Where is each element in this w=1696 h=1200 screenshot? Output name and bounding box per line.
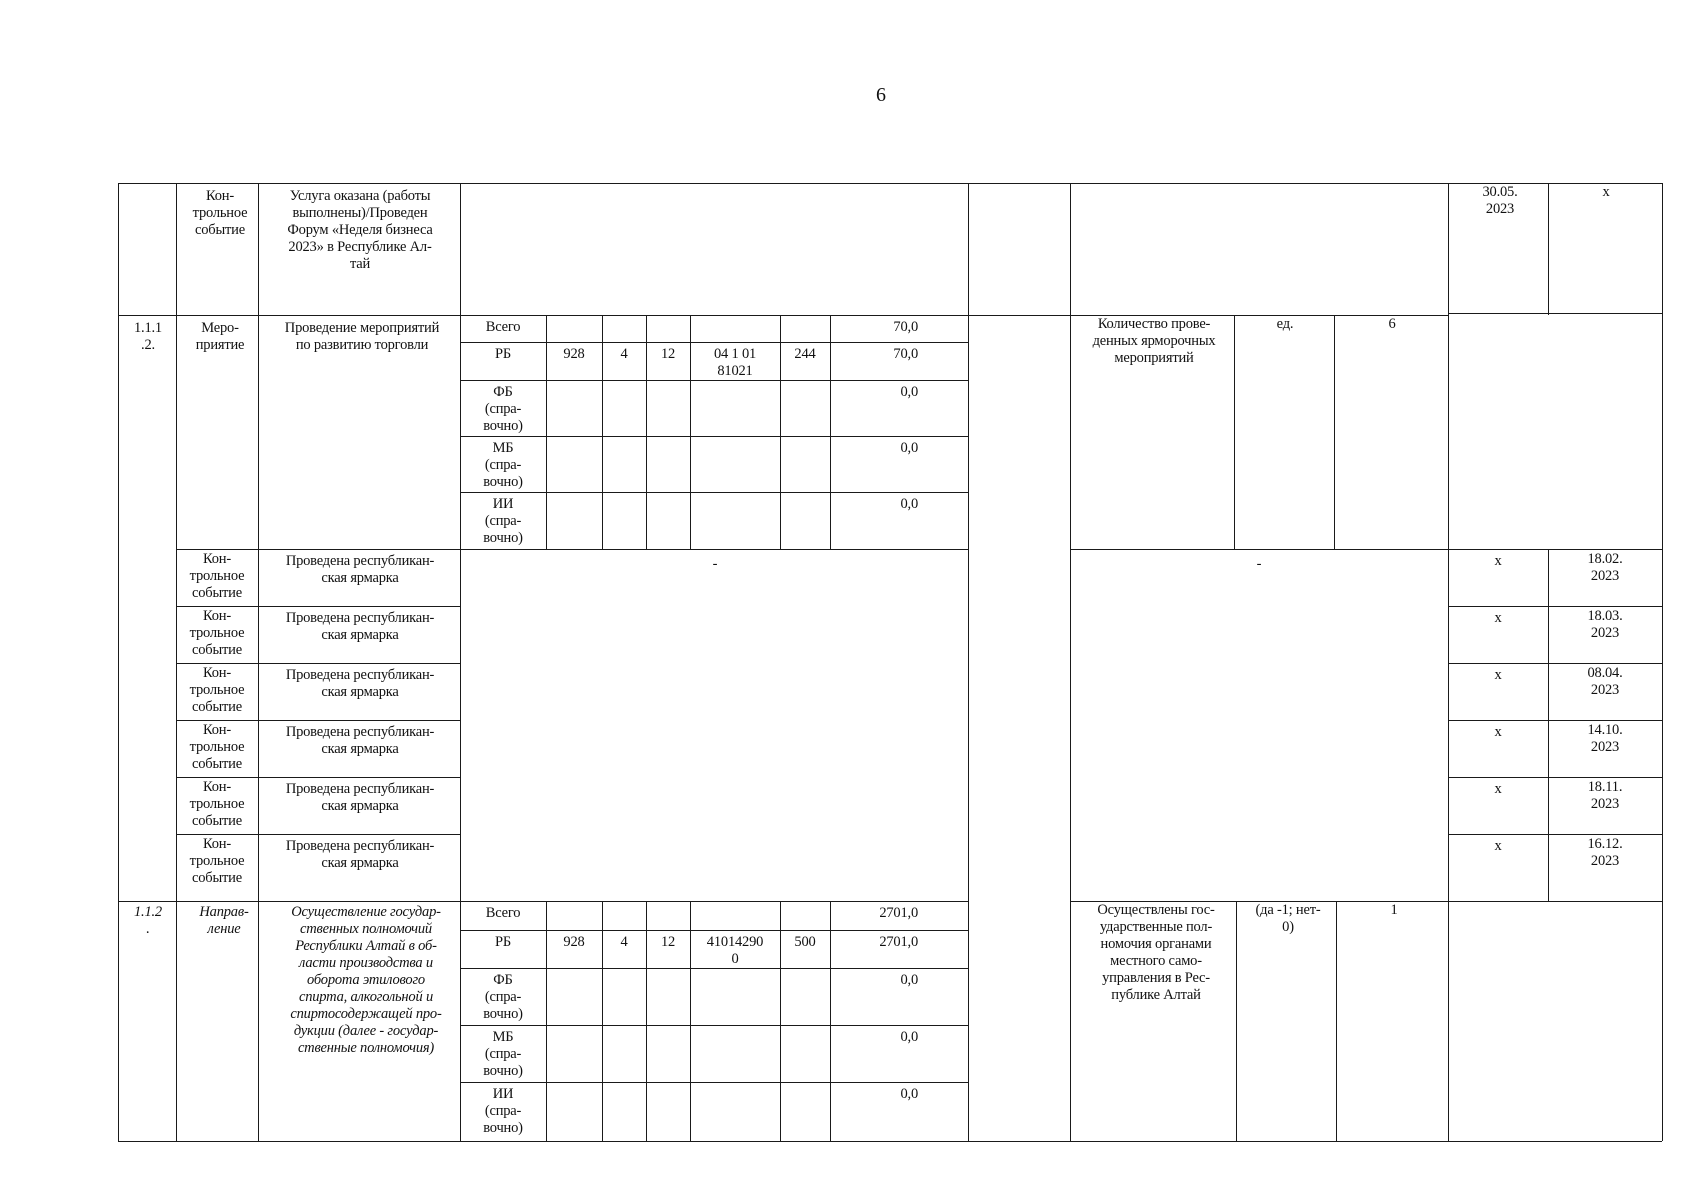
table-rule — [460, 436, 968, 437]
event-kind: Кон- трольное событие — [189, 836, 245, 886]
direction-finance-amount: 0,0 — [900, 972, 918, 988]
table-rule — [1334, 315, 1335, 549]
event-description: Проведена республикан- ская ярмарка — [285, 838, 435, 871]
activity-finance-source: Всего — [485, 319, 521, 335]
table-rule — [176, 183, 177, 1141]
table-rule — [1070, 549, 1662, 550]
event-date-end: 14.10. 2023 — [1587, 722, 1623, 755]
activity-finance-amount: 0,0 — [900, 440, 918, 456]
direction-kind: Направ- ление — [199, 904, 249, 937]
table-rule — [1448, 834, 1662, 835]
table-rule — [258, 183, 259, 1141]
table-rule — [460, 315, 968, 316]
direction-finance-amount: 2701,0 — [879, 934, 918, 950]
table-rule — [176, 549, 460, 550]
table-rule — [1448, 720, 1662, 721]
table-rule — [176, 663, 460, 664]
event-date-start: х — [1494, 610, 1502, 626]
activity-indicator: Количество прове- денных ярморочных мероприятий — [1092, 316, 1216, 366]
table-rule — [1070, 183, 1071, 1141]
event-date-end: 18.03. 2023 — [1587, 608, 1623, 641]
events-dash-right: - — [1256, 556, 1262, 572]
direction-finance-source: Всего — [485, 905, 521, 921]
table-rule — [1448, 313, 1662, 314]
event-description: Проведена республикан- ская ярмарка — [285, 781, 435, 814]
activity-finance-amount: 0,0 — [900, 496, 918, 512]
event-date-start: х — [1494, 838, 1502, 854]
activity-finance-source: ИИ (спра- вочно) — [483, 496, 523, 546]
table-rule — [176, 777, 460, 778]
activity-finance-kbk-ministry: 928 — [563, 346, 585, 362]
table-rule — [118, 183, 119, 1141]
table-rule — [118, 901, 968, 902]
event-kind: Кон- трольное событие — [189, 608, 245, 658]
table-rule — [460, 968, 968, 969]
table-rule — [460, 549, 968, 550]
direction-number: 1.1.2 . — [133, 904, 162, 937]
table-rule — [460, 492, 968, 493]
event-date-end: 18.02. 2023 — [1587, 551, 1623, 584]
table-rule — [460, 1141, 968, 1142]
table-rule — [1448, 777, 1662, 778]
direction-value: 1 — [1390, 902, 1398, 918]
page-number: 6 — [876, 84, 886, 106]
direction-indicator: Осуществлены гос- ударственные пол- номочия органами местного само- управления в Рес- публике Алтай — [1097, 902, 1215, 1003]
activity-finance-source: РБ — [495, 346, 511, 362]
activity-finance-source: МБ (спра- вочно) — [483, 440, 523, 490]
table-rule — [1548, 183, 1549, 315]
table-rule — [1662, 183, 1663, 1141]
event-kind: Кон- трольное событие — [189, 779, 245, 829]
table-rule — [460, 380, 968, 381]
table-rule — [460, 930, 968, 931]
table-rule — [1448, 663, 1662, 664]
activity-kind: Меро- приятие — [195, 320, 245, 353]
direction-finance-kbk-section: 4 — [620, 934, 628, 950]
event-description: Проведена республикан- ская ярмарка — [285, 667, 435, 700]
activity-finance-kbk-target: 04 1 01 81021 — [713, 346, 757, 379]
event-date-start: х — [1494, 781, 1502, 797]
direction-finance-source: РБ — [495, 934, 511, 950]
activity-finance-amount: 0,0 — [900, 384, 918, 400]
direction-finance-amount: 0,0 — [900, 1086, 918, 1102]
event-description: Проведена республикан- ская ярмарка — [285, 553, 435, 586]
event-kind: Кон- трольное событие — [189, 665, 245, 715]
activity-finance-amount: 70,0 — [893, 346, 918, 362]
table-rule — [460, 1025, 968, 1026]
event-date-end: 18.11. 2023 — [1587, 779, 1623, 812]
table-rule — [1548, 549, 1549, 901]
table-rule — [968, 183, 969, 1141]
direction-finance-source: ИИ (спра- вочно) — [483, 1086, 523, 1136]
activity-value: 6 — [1388, 316, 1396, 332]
activity-finance-amount: 70,0 — [893, 319, 918, 335]
top-event-description: Услуга оказана (работы выполнены)/Проведен Форум «Неделя бизнеса 2023» в Республике Ал- тай — [287, 188, 433, 272]
table-rule — [1448, 183, 1449, 1141]
table-rule — [1234, 315, 1235, 549]
table-rule — [176, 720, 460, 721]
direction-unit: (да -1; нет- 0) — [1255, 902, 1321, 935]
event-description: Проведена республикан- ская ярмарка — [285, 724, 435, 757]
top-event-date-end: х — [1602, 184, 1610, 200]
events-dash-left: - — [712, 556, 718, 572]
direction-finance-source: МБ (спра- вочно) — [483, 1029, 523, 1079]
table-rule — [1070, 901, 1662, 902]
direction-finance-kbk-ministry: 928 — [563, 934, 585, 950]
table-rule — [460, 342, 968, 343]
event-description: Проведена республикан- ская ярмарка — [285, 610, 435, 643]
table-rule — [1448, 606, 1662, 607]
direction-finance-kbk-target: 41014290 0 — [706, 934, 764, 967]
activity-finance-kbk-section: 4 — [620, 346, 628, 362]
event-kind: Кон- трольное событие — [189, 551, 245, 601]
direction-finance-source: ФБ (спра- вочно) — [483, 972, 523, 1022]
event-date-end: 16.12. 2023 — [1587, 836, 1623, 869]
table-rule — [460, 1082, 968, 1083]
table-rule — [176, 834, 460, 835]
direction-finance-kbk-expense: 500 — [794, 934, 816, 950]
event-date-start: х — [1494, 667, 1502, 683]
table-rule — [1336, 901, 1337, 1141]
event-date-start: х — [1494, 724, 1502, 740]
table-rule — [1236, 901, 1237, 1141]
table-rule — [176, 606, 460, 607]
activity-finance-kbk-subsection: 12 — [660, 346, 676, 362]
event-date-start: х — [1494, 553, 1502, 569]
direction-description: Осуществление государ- ственных полномочий Республики Алтай в об- ласти производства и оборота этилового спирта, алкогольной и спиртосодержащей про- дукции (далее - государ- ственные полномочия) — [290, 904, 442, 1056]
activity-description: Проведение мероприятий по развитию торговли — [284, 320, 440, 353]
direction-finance-amount: 0,0 — [900, 1029, 918, 1045]
table-rule — [118, 183, 1662, 184]
direction-finance-kbk-subsection: 12 — [660, 934, 676, 950]
activity-finance-source: ФБ (спра- вочно) — [483, 384, 523, 434]
direction-finance-amount: 2701,0 — [879, 905, 918, 921]
event-kind: Кон- трольное событие — [189, 722, 245, 772]
activity-number: 1.1.1 .2. — [133, 320, 162, 353]
event-date-end: 08.04. 2023 — [1587, 665, 1623, 698]
activity-finance-kbk-expense: 244 — [794, 346, 816, 362]
top-event-date-start: 30.05. 2023 — [1482, 184, 1518, 217]
top-event-kind: Кон- трольное событие — [192, 188, 248, 238]
activity-unit: ед. — [1276, 316, 1294, 332]
